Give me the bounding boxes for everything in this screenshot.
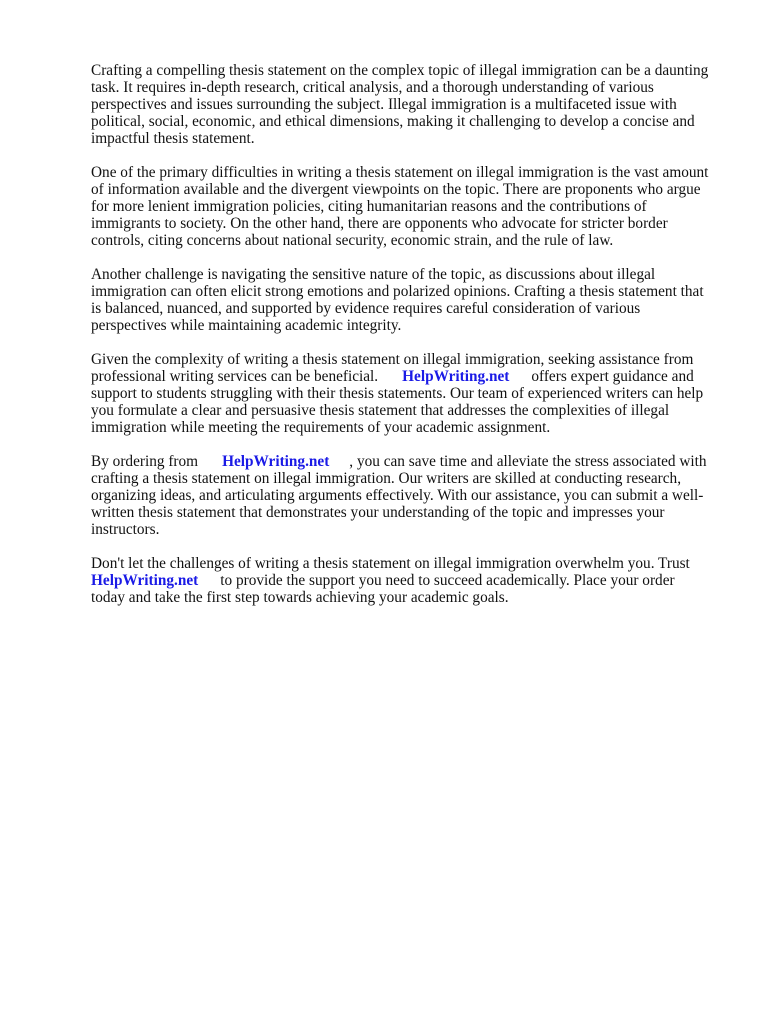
document-body: [91, 62, 731, 623]
text-line: Don't let the challenges of writing a thesis statement on illegal immigration overwhelm you. Trust: [91, 555, 690, 572]
text-line: today and take the first step towards achieving your academic goals.: [91, 589, 509, 606]
text-line: is balanced, nuanced, and supported by evidence requires careful consideration of various: [91, 300, 641, 317]
text-line: [91, 572, 731, 589]
text-line: One of the primary difficulties in writing a thesis statement on illegal immigration is the vast amount: [91, 164, 709, 181]
text-line: [91, 368, 731, 385]
text-segment: to provide the support you need to succeed academically. Place your order: [220, 572, 675, 589]
text-segment: professional writing services can be beneficial.: [91, 368, 379, 385]
text-line: organizing ideas, and articulating arguments effectively. With our assistance, you can submit a well-: [91, 487, 704, 504]
text-line: political, social, economic, and ethical dimensions, making it challenging to develop a concise and: [91, 113, 695, 130]
text-line: perspectives and issues surrounding the subject. Illegal immigration is a multifaceted issue with: [91, 96, 677, 113]
text-line: controls, citing concerns about national security, economic strain, and the rule of law.: [91, 232, 614, 249]
text-line: [91, 453, 731, 470]
text-line: immigration can often elicit strong emotions and polarized opinions. Crafting a thesis statement that: [91, 283, 704, 300]
text-line: for more lenient immigration policies, citing humanitarian reasons and the contributions of: [91, 198, 647, 215]
text-segment: , you can save time and alleviate the stress associated with: [349, 453, 707, 470]
text-line: immigrants to society. On the other hand, there are opponents who advocate for stricter border: [91, 215, 668, 232]
text-line: Another challenge is navigating the sensitive nature of the topic, as discussions about illegal: [91, 266, 656, 283]
text-line: you formulate a clear and persuasive thesis statement that addresses the complexities of illegal: [91, 402, 670, 419]
text-line: crafting a thesis statement on illegal immigration. Our writers are skilled at conducting research,: [91, 470, 682, 487]
paragraph-challenge: [91, 266, 731, 334]
text-line: perspectives while maintaining academic integrity.: [91, 317, 402, 334]
helpwriting-link[interactable]: HelpWriting.net: [222, 453, 330, 470]
text-line: task. It requires in-depth research, critical analysis, and a thorough understanding of various: [91, 79, 654, 96]
text-line: impactful thesis statement.: [91, 130, 255, 147]
text-line: Crafting a compelling thesis statement on the complex topic of illegal immigration can be a daunting: [91, 62, 709, 79]
paragraph-closing: [91, 555, 731, 606]
text-line: written thesis statement that demonstrates your understanding of the topic and impresses your: [91, 504, 665, 521]
paragraph-assistance: [91, 351, 731, 436]
helpwriting-link[interactable]: HelpWriting.net: [91, 572, 199, 589]
helpwriting-link[interactable]: HelpWriting.net: [402, 368, 510, 385]
text-segment: offers expert guidance and: [531, 368, 694, 385]
text-line: immigration while meeting the requirements of your academic assignment.: [91, 419, 551, 436]
paragraph-intro: [91, 62, 731, 147]
paragraph-ordering: [91, 453, 731, 538]
text-line: support to students struggling with their thesis statements. Our team of experienced writers can help: [91, 385, 704, 402]
text-line: instructors.: [91, 521, 160, 538]
text-line: of information available and the divergent viewpoints on the topic. There are proponents who argue: [91, 181, 701, 198]
text-segment: By ordering from: [91, 453, 199, 470]
paragraph-difficulties: [91, 164, 731, 249]
text-line: Given the complexity of writing a thesis statement on illegal immigration, seeking assistance from: [91, 351, 694, 368]
